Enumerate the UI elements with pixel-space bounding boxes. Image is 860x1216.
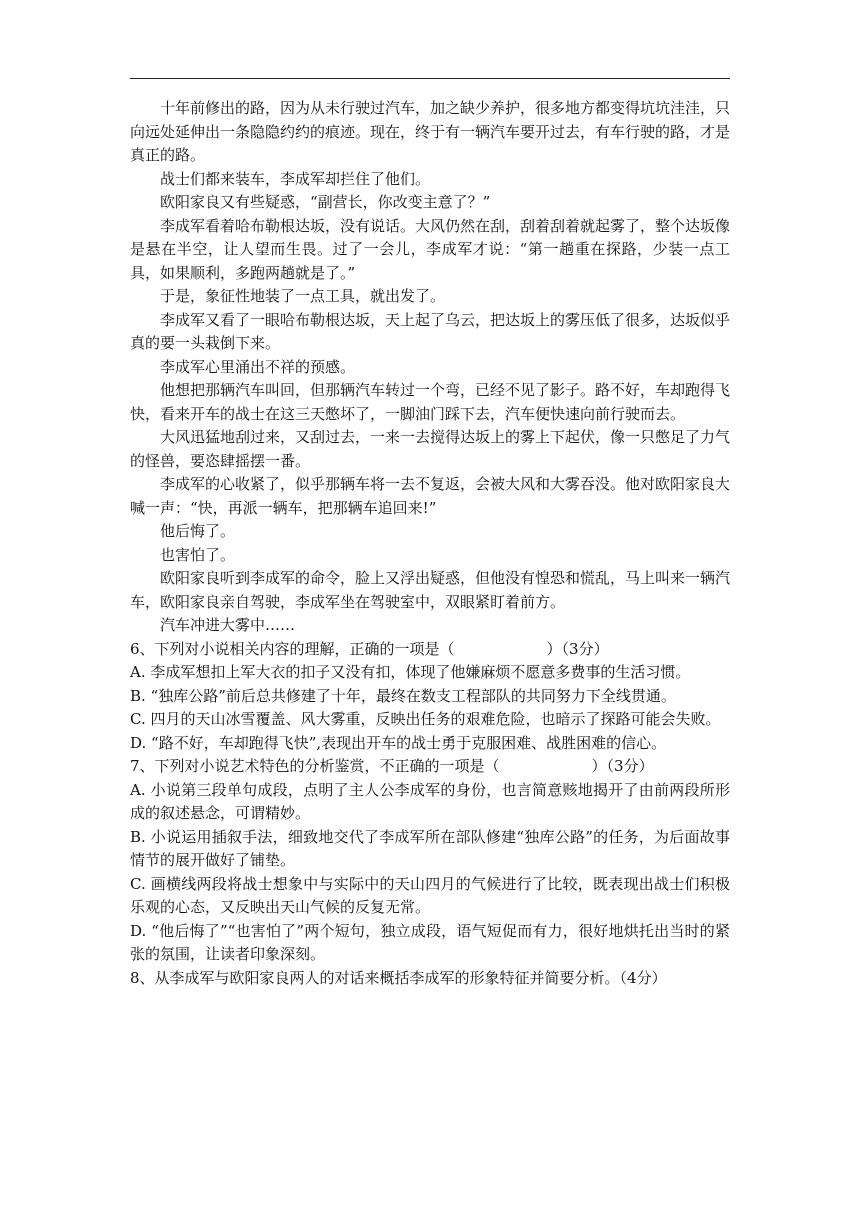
- question-6-stem-text: 6、下列对小说相关内容的理解，正确的一项是（: [130, 639, 455, 658]
- story-paragraph: 欧阳家良听到李成军的命令，脸上又浮出疑惑，但他没有惶恐和慌乱，马上叫来一辆汽车，欧阳家良亲自驾驶，李成军坐在驾驶室中，双眼紧盯着前方。: [130, 569, 731, 611]
- question-6-option-a: A. 李成军想扣上军大衣的扣子又没有扣，体现了他嫌麻烦不愿意多费事的生活习惯。: [130, 663, 691, 681]
- question-7-option-d: D. “他后悔了”“也害怕了”两个短句，独立成段，语气短促而有力，很好地烘托出当时的紧张的氛围，让读者印象深刻。: [130, 921, 730, 963]
- question-7-score: ）（3分）: [591, 757, 654, 775]
- header-rule: [130, 78, 730, 79]
- story-paragraph: 欧阳家良又有些疑惑，“副营长，你改变主意了？”: [160, 193, 491, 211]
- question-7-stem: [130, 755, 730, 779]
- story-paragraph: 李成军的心收紧了，似乎那辆车将一去不复返，会被大风和大雾吞没。他对欧阳家良大喊一声：“快，再派一辆车，把那辆车追回来!”: [130, 475, 731, 517]
- question-7-option-b: B. 小说运用插叙手法，细致地交代了李成军所在部队修建“独库公路”的任务，为后面故事情节的展开做好了铺垫。: [130, 827, 730, 869]
- story-paragraph: 战士们都来装车，李成军却拦住了他们。: [160, 169, 431, 188]
- story-paragraph: 他想把那辆汽车叫回，但那辆汽车转过一个弯，已经不见了影子。路不好，车却跑得飞快，看来开车的战士在这三天憋坏了，一脚油门踩下去，汽车便快速向前行驶而去。: [130, 381, 731, 423]
- story-paragraph: 汽车冲进大雾中……: [160, 616, 296, 634]
- story-paragraph: 大风迅猛地刮过来，又刮过去，一来一去搅得达坂上的雾上下起伏，像一只憋足了力气的怪兽，要恣肆摇摆一番。: [130, 428, 731, 470]
- document-body: [130, 97, 730, 990]
- question-6-score: ）（3分）: [546, 639, 609, 658]
- question-6-option-c: C. 四月的天山冰雪覆盖、风大雾重，反映出任务的艰难危险，也暗示了探路可能会失败。: [130, 710, 721, 728]
- story-paragraph: 李成军看着哈布勒根达坂，没有说话。大风仍然在刮，刮着刮着就起雾了，整个达坂像是悬在半空，让人望而生畏。过了一会儿，李成军才说：“第一趟重在探路，少装一点工具，如果顺利，多跑两趟就是了。”: [130, 216, 731, 282]
- story-paragraph: 李成军心里涌出不祥的预感。: [160, 357, 356, 376]
- story-paragraph: 他后悔了。: [160, 522, 236, 540]
- question-6-option-b: B. “独库公路”前后总共修建了十年，最终在数支工程部队的共同努力下全线贯通。: [130, 686, 676, 705]
- story-paragraph: 李成军又看了一眼哈布勒根达坂，天上起了乌云，把达坂上的雾压低了很多，达坂似乎真的要一头栽倒下来。: [130, 310, 731, 352]
- question-7-option-c: C. 画横线两段将战士想象中与实际中的天山四月的气候进行了比较，既表现出战士们积极乐观的心态，又反映出天山气候的反复无常。: [130, 874, 730, 916]
- question-7-option-a: A. 小说第三段单句成段，点明了主人公李成军的身份，也言简意赅地揭开了由前两段所形成的叙述悬念，可谓精妙。: [130, 780, 730, 822]
- question-7-stem-text: 7、下列对小说艺术特色的分析鉴赏，不正确的一项是（: [130, 757, 500, 775]
- question-6-stem: [130, 638, 730, 662]
- question-6-option-d: D. “路不好，车却跑得飞快”,表现出开车的战士勇于克服困难、战胜困难的信心。: [130, 733, 667, 752]
- question-8-stem: 8、从李成军与欧阳家良两人的对话来概括李成军的形象特征并简要分析。（4分）: [130, 968, 667, 987]
- story-paragraph: 于是，象征性地装了一点工具，就出发了。: [160, 287, 446, 305]
- story-paragraph: 也害怕了。: [160, 545, 236, 564]
- story-paragraph: 十年前修出的路，因为从未行驶过汽车，加之缺少养护，很多地方都变得坑坑洼洼，只向远处延伸出一条隐隐约约的痕迹。现在，终于有一辆汽车要开过去，有车行驶的路，才是真正的路。: [130, 99, 731, 164]
